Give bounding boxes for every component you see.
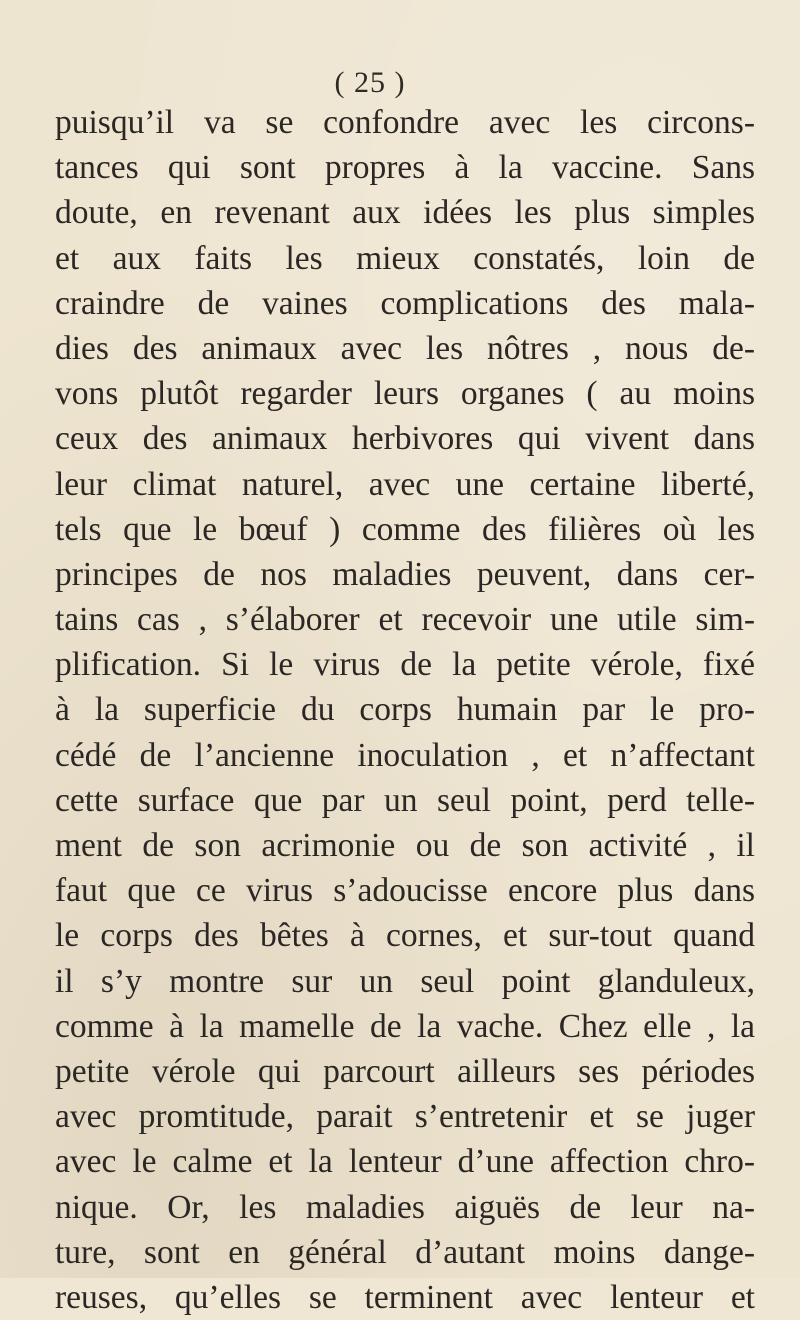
text-line: il s’y montre sur un seul point glanduleux, [55,962,755,1000]
text-line: comme à la mamelle de la vache. Chez elle , la [55,1007,755,1045]
text-line: faut que ce virus s’adoucisse encore plus dans [55,872,755,910]
text-line: avec le calme et la lenteur d’une affection chro- [55,1143,755,1181]
text-line: ment de son acrimonie ou de son activité , il [55,827,755,864]
text-line: petite vérole qui parcourt ailleurs ses périodes [55,1052,755,1090]
text-line: ture, sont en général d’autant moins dange- [55,1233,755,1271]
text-line: à la superficie du corps humain par le pro- [55,691,755,729]
text-line: vons plutôt regarder leurs organes ( au moins [55,375,755,413]
text-line: et aux faits les mieux constatés, loin de [55,239,755,277]
text-line: doute, en revenant aux idées les plus simples [55,194,755,232]
text-line: dies des animaux avec les nôtres , nous de- [55,329,755,367]
text-line: plification. Si le virus de la petite vérole, fixé [55,646,755,684]
text-line: leur climat naturel, avec une certaine liberté, [55,465,755,503]
text-line: tels que le bœuf ) comme des filières où les [55,510,755,548]
text-line: avec promtitude, parait s’entretenir et se juger [55,1098,755,1136]
text-line: le corps des bêtes à cornes, et sur-tout quand [55,917,755,955]
text-line: principes de nos maladies peuvent, dans cer- [55,555,755,593]
text-line: puisqu’il va se confondre avec les circons- [55,104,755,141]
text-line: tains cas , s’élaborer et recevoir une utile sim- [55,601,755,639]
text-line: ceux des animaux herbivores qui vivent dans [55,420,755,458]
page-number: ( 25 ) [334,66,406,99]
text-line: reuses, qu’elles se terminent avec lenteur et [55,1278,755,1316]
text-line: craindre de vaines complications des mala- [55,284,755,322]
text-line: tances qui sont propres à la vaccine. Sans [55,149,755,187]
text-line: cédé de l’ancienne inoculation , et n’affectant [55,736,755,774]
text-line: cette surface que par un seul point, perd telle- [55,781,755,819]
text-line: nique. Or, les maladies aiguës de leur na- [55,1188,755,1226]
body-text [55,100,755,1320]
